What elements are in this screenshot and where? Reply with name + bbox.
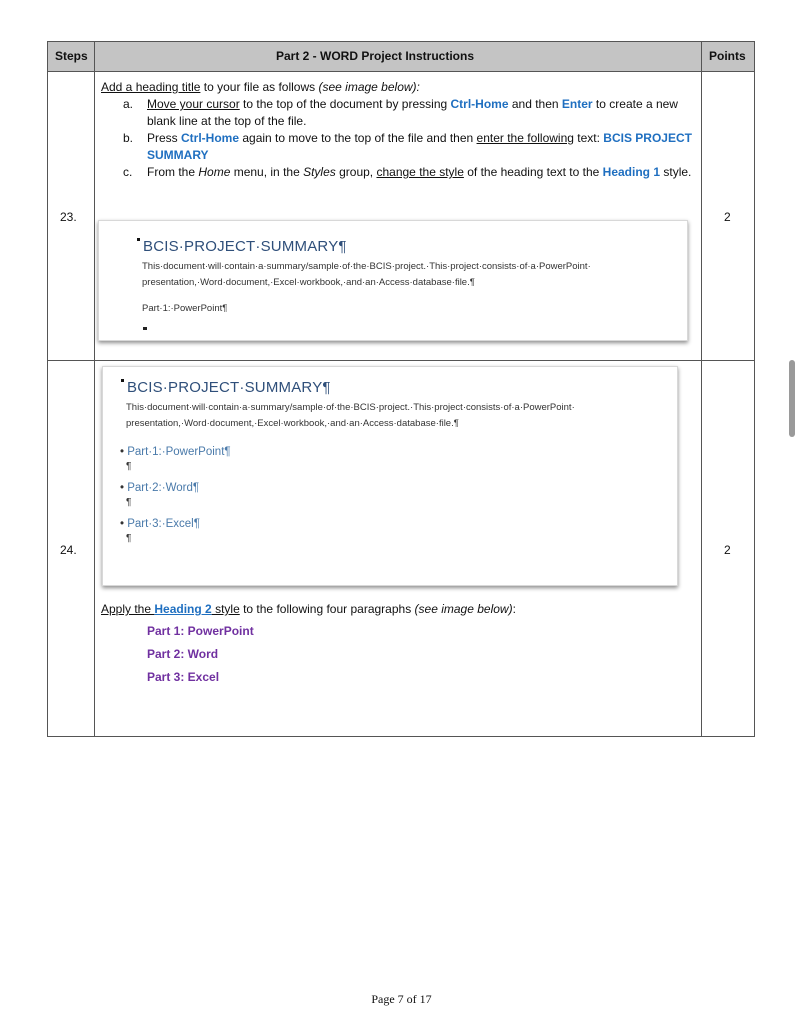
points-23: 2: [724, 210, 731, 224]
points-24: 2: [724, 543, 731, 557]
step-24-parts: [147, 623, 697, 686]
table-header-row: [48, 42, 754, 72]
paragraph-mark-icon: [121, 379, 124, 382]
part-item: Part 1: PowerPoint: [147, 624, 254, 638]
paragraph-mark-icon: [137, 238, 140, 241]
screenshot-body: This·document·will·contain·a·summary/sample·of·the·BCIS·project.·This·project·consists·of·a·PowerPoint· presentation,·Word·document,·Excel·workbook,·and·an·Access·database·file.¶ Part·1:·PowerPoint¶: [142, 261, 591, 314]
step-number-24: 24.: [60, 543, 77, 557]
part-item: Part 3: Excel: [147, 670, 220, 684]
cursor-mark: [143, 327, 147, 330]
points-header: Points: [709, 49, 746, 63]
part-item: Part 2: Word: [147, 647, 219, 661]
screenshot-heading: BCIS·PROJECT·SUMMARY¶: [121, 379, 331, 396]
step-24-intro: Apply the Heading 2 style to the following four paragraphs (see image below):: [101, 602, 516, 616]
screenshot-body: This·document·will·contain·a·summary/sample·of·the·BCIS·project.·This·project·consists·of·a·PowerPoint· presentation,·Word·document,·Excel·workbook,·and·an·Access·database·file.¶: [126, 402, 575, 429]
vertical-scrollbar[interactable]: [789, 360, 795, 437]
list-item-c: c. From the Home menu, in the Styles group, change the style of the heading text to the Heading 1 style.: [123, 165, 692, 179]
step-24-instructions: [101, 601, 697, 686]
step-23-instructions: [101, 79, 697, 181]
step-23-screenshot: [98, 220, 688, 341]
row-divider: [48, 360, 754, 361]
list-item-a: a. Move your cursor to the top of the document by pressing Ctrl-Home and then Enter to create a new blank line at the top of the file.: [123, 97, 678, 128]
step-23-intro: Add a heading title to your file as follows (see image below):: [101, 80, 420, 94]
title-header: Part 2 - WORD Project Instructions: [275, 49, 475, 63]
list-item-b: b. Press Ctrl-Home again to move to the top of the file and then enter the following text: BCIS PROJECT SUMMARY: [123, 131, 692, 162]
col-divider-2: [701, 42, 702, 736]
screenshot-parts: • Part·1:·PowerPoint¶ ¶ • Part·2:·Word¶ ¶ • Part·3:·Excel¶ ¶: [120, 446, 231, 544]
page-footer: Page 7 of 17: [371, 992, 432, 1006]
step-23-list: [101, 96, 697, 181]
instructions-table: [47, 41, 755, 737]
steps-header: Steps: [55, 49, 88, 63]
step-number-23: 23.: [60, 210, 77, 224]
screenshot-heading: BCIS·PROJECT·SUMMARY¶: [137, 238, 347, 255]
step-24-screenshot: [102, 366, 678, 586]
col-divider-1: [94, 42, 95, 736]
